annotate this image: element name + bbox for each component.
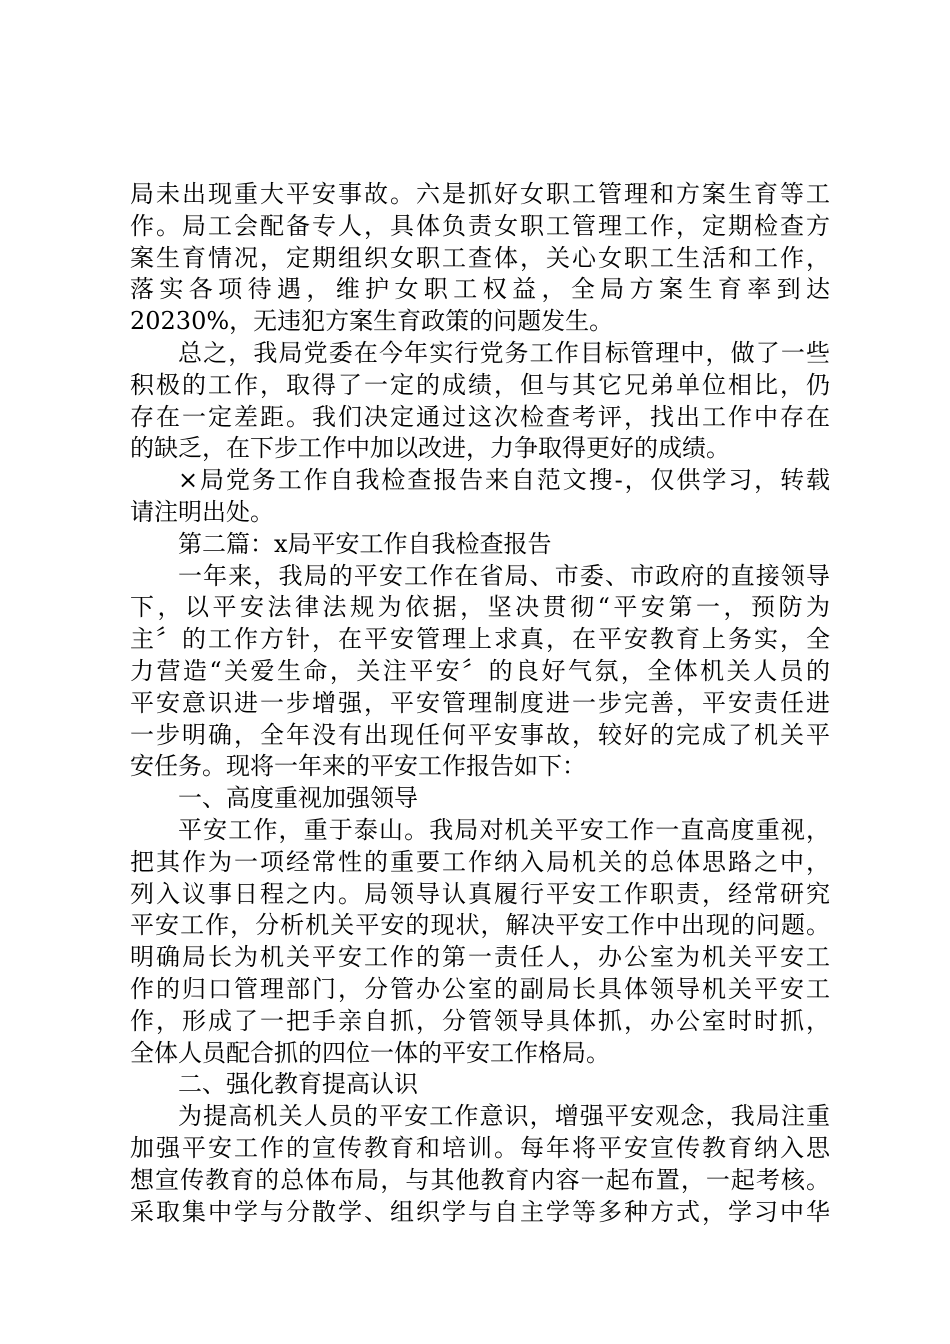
text-line: 平安意识进一步增强，平安管理制度进一步完善，平安责任进	[130, 688, 830, 717]
text-line: 平安工作，重于泰山。我局对机关平安工作一直高度重视，	[178, 815, 830, 844]
text-line: 明确局长为机关平安工作的第一责任人，办公室为机关平安工	[130, 943, 830, 972]
text-line: 存在一定差距。我们决定通过这次检查考评，找出工作中存在	[130, 402, 830, 431]
text-line: 采取集中学与分散学、组织学与自主学等多种方式，学习中华	[130, 1197, 830, 1226]
text-line: 下，以平安法律法规为依据，坚决贯彻“平安第一，预防为	[130, 593, 830, 622]
text-line: 局未出现重大平安事故。六是抓好女职工管理和方案生育等工	[130, 180, 830, 208]
text-line: 落实各项待遇，维护女职工权益，全局方案生育率到达	[130, 275, 830, 304]
text-line: 全体人员配合抓的四位一体的平安工作格局。	[130, 1038, 610, 1067]
text-line: 案生育情况，定期组织女职工查体，关心女职工生活和工作，	[130, 243, 830, 272]
text-line: 为提高机关人员的平安工作意识，增强平安观念，我局注重	[178, 1102, 830, 1131]
text-line: 把其作为一项经常性的重要工作纳入局机关的总体思路之中，	[130, 847, 830, 876]
text-line: 主〞的工作方针，在平安管理上求真，在平安教育上务实，全	[130, 625, 830, 654]
text-line: 想宣传教育的总体布局，与其他教育内容一起布置，一起考核。	[130, 1165, 830, 1194]
text-line: 安任务。现将一年来的平安工作报告如下：	[130, 752, 586, 781]
text-line: 总之，我局党委在今年实行党务工作目标管理中，做了一些	[178, 338, 830, 367]
section-heading: 一、高度重视加强领导	[178, 784, 418, 813]
text-line: 列入议事日程之内。局领导认真履行平安工作职责，经常研究	[130, 879, 830, 908]
text-line: 积极的工作，取得了一定的成绩，但与其它兄弟单位相比，仍	[130, 370, 830, 399]
section-heading: 第二篇：x局平安工作自我检查报告	[178, 529, 552, 558]
text-line: 请注明出处。	[130, 497, 274, 526]
text-line: 作的归口管理部门，分管办公室的副局长具体领导机关平安工	[130, 974, 830, 1003]
text-line: 作，形成了一把手亲自抓，分管领导具体抓，办公室时时抓，	[130, 1006, 830, 1035]
text-line: 一年来，我局的平安工作在省局、市委、市政府的直接领导	[178, 561, 830, 590]
text-line: ×局党务工作自我检查报告来自范文搜-，仅供学习，转载	[178, 466, 830, 495]
document-body	[130, 179, 830, 1228]
text-line: 作。局工会配备专人，具体负责女职工管理工作，定期检查方	[130, 211, 830, 240]
text-line: 平安工作，分析机关平安的现状，解决平安工作中出现的问题。	[130, 911, 830, 940]
text-line: 加强平安工作的宣传教育和培训。每年将平安宣传教育纳入思	[130, 1133, 830, 1162]
text-line: 20230%，无违犯方案生育政策的问题发生。	[130, 307, 614, 336]
text-line: 的缺乏，在下步工作中加以改进，力争取得更好的成绩。	[130, 434, 730, 463]
section-heading: 二、强化教育提高认识	[178, 1070, 418, 1099]
text-line: 一步明确，全年没有出现任何平安事故，较好的完成了机关平	[130, 720, 830, 749]
text-line: 力营造“关爱生命，关注平安〞的良好气氛，全体机关人员的	[130, 656, 830, 685]
